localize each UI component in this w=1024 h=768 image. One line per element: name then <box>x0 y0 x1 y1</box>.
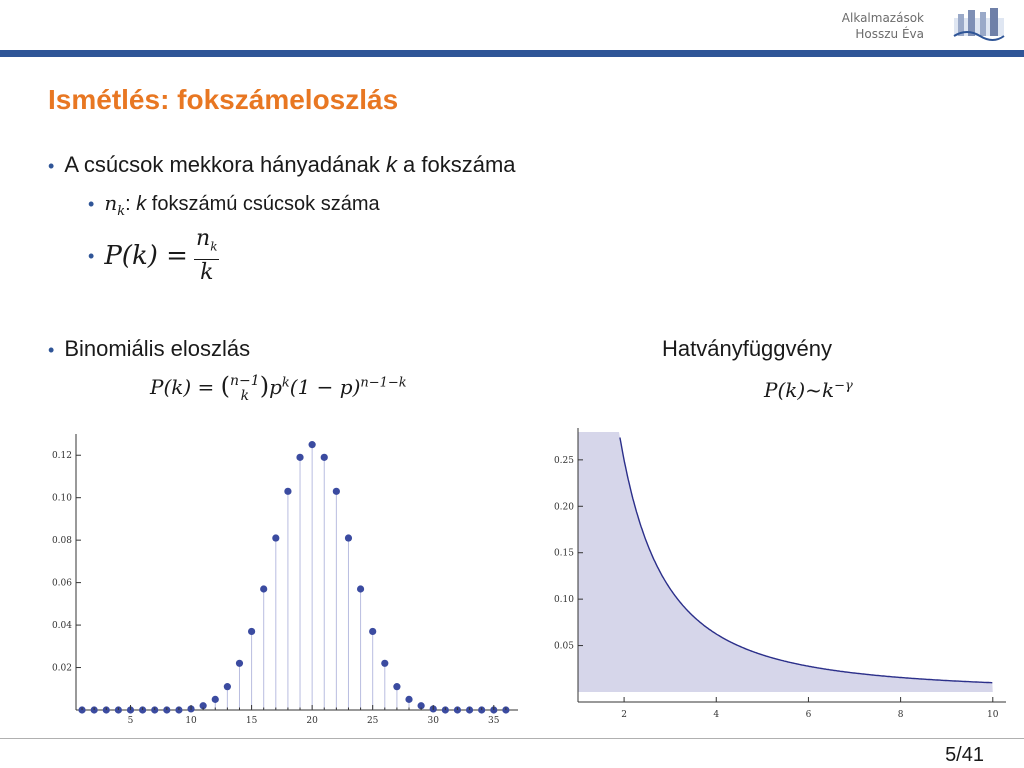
numerator-base: n <box>196 226 211 251</box>
binom-paren-close: ) <box>259 372 270 400</box>
binomial-k-exp: k <box>281 375 290 391</box>
power-lhs: P(k)~k <box>764 378 835 402</box>
power-law-heading: Hatványfüggvény <box>662 336 832 361</box>
y-tick-label: 0.04 <box>51 621 72 632</box>
area-fill <box>578 432 993 692</box>
y-tick-label: 0.05 <box>553 641 574 652</box>
data-point <box>333 488 340 495</box>
y-tick-label: 0.10 <box>553 595 574 606</box>
data-point <box>248 628 255 635</box>
footer-line <box>0 738 1024 739</box>
page-number: 5/41 <box>945 744 984 766</box>
data-point <box>405 696 412 703</box>
bullet-2 <box>48 336 250 362</box>
binom-paren-open: ( <box>220 372 231 400</box>
power-law-chart <box>540 428 1010 733</box>
y-tick-label: 0.06 <box>51 578 72 589</box>
y-tick-label: 0.15 <box>553 548 574 559</box>
author-name: Hosszu Éva <box>855 27 924 41</box>
bullet-dot: • <box>88 194 95 214</box>
binomial-formula <box>150 372 407 404</box>
x-tick-label: 10 <box>987 710 999 720</box>
data-point <box>272 534 279 541</box>
data-point <box>212 696 219 703</box>
binomial-mid: (1 − p) <box>289 375 361 399</box>
data-point <box>381 660 388 667</box>
sub-1-colon: : <box>125 193 131 215</box>
n-subscript: k <box>117 204 126 219</box>
bullet-1-post: a fokszáma <box>396 152 516 177</box>
data-point <box>260 585 267 592</box>
x-tick-label: 25 <box>366 716 379 726</box>
data-point <box>321 454 328 461</box>
header-bar <box>0 50 1024 57</box>
binom-coefficient <box>230 374 260 404</box>
bullet-1-var: k <box>385 152 397 177</box>
binomial-chart <box>40 428 530 733</box>
data-point <box>357 585 364 592</box>
bullet-2-text: Binomiális eloszlás <box>64 336 251 361</box>
data-point <box>369 628 376 635</box>
binomial-p: p <box>269 375 282 399</box>
bullet-1 <box>48 152 516 178</box>
x-tick-label: 6 <box>805 710 812 720</box>
binomial-tail-exp: n−1−k <box>360 375 407 391</box>
x-tick-label: 4 <box>713 710 720 720</box>
sub-bullet-1 <box>88 191 380 219</box>
y-tick-label: 0.10 <box>51 493 72 504</box>
power-law-formula <box>764 378 853 402</box>
data-point <box>296 454 303 461</box>
y-tick-label: 0.25 <box>553 455 574 466</box>
x-tick-label: 2 <box>621 710 627 720</box>
bullet-dot: • <box>88 245 95 266</box>
data-point <box>236 660 243 667</box>
data-point <box>309 441 316 448</box>
x-tick-label: 10 <box>185 716 197 726</box>
bullet-dot: • <box>48 156 55 176</box>
x-tick-label: 20 <box>306 716 318 726</box>
sub-bullet-2 <box>88 226 219 286</box>
data-point <box>345 534 352 541</box>
x-tick-label: 35 <box>488 716 500 726</box>
x-tick-label: 15 <box>245 716 258 726</box>
course-title <box>842 10 924 42</box>
power-law-chart-svg <box>540 428 1010 728</box>
slide-title: Ismétlés: fokszámeloszlás <box>48 84 399 115</box>
data-point <box>224 683 231 690</box>
binom-bottom: k <box>240 387 250 404</box>
numerator-sub: k <box>210 239 218 254</box>
power-exp: −γ <box>834 378 853 394</box>
institution-logo <box>952 6 1006 44</box>
fraction-denominator: k <box>200 260 214 286</box>
x-tick-label: 30 <box>427 716 439 726</box>
fraction-numerator <box>194 226 219 260</box>
fraction <box>194 226 219 286</box>
data-point <box>393 683 400 690</box>
bullet-1-pre: A csúcsok mekkora hányadának <box>64 152 386 177</box>
data-point <box>284 488 291 495</box>
sub-1-var: k <box>136 193 147 215</box>
course-name: Alkalmazások <box>841 11 924 25</box>
binom-top: n−1 <box>230 372 260 389</box>
y-tick-label: 0.12 <box>51 451 72 462</box>
x-tick-label: 8 <box>897 710 904 720</box>
n-symbol: n <box>104 191 118 215</box>
binomial-lhs: P(k) = <box>150 375 221 399</box>
binomial-chart-svg <box>40 428 530 728</box>
formula-lhs: P(k) = <box>104 241 188 272</box>
x-tick-label: 5 <box>127 716 134 726</box>
sub-1-text: fokszámú csúcsok száma <box>146 193 380 215</box>
bullet-dot: • <box>48 340 55 360</box>
y-tick-label: 0.08 <box>51 536 72 547</box>
y-tick-label: 0.02 <box>51 663 72 674</box>
y-tick-label: 0.20 <box>553 502 574 513</box>
